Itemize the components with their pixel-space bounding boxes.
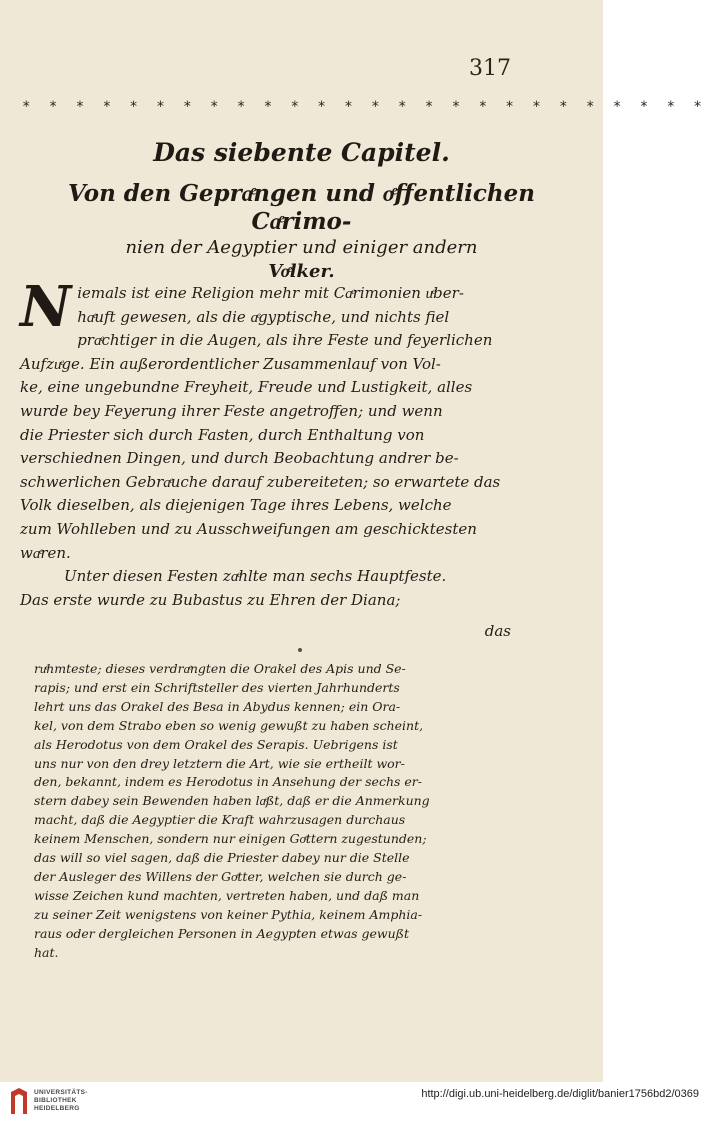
page-number: 317: [469, 56, 511, 81]
text-line: zum Wohlleben und zu Ausschweifungen am geschicktesten: [20, 519, 477, 538]
text-line: schwerlichen Gebraͤuche darauf zubereiteten; so erwartete das: [20, 472, 501, 491]
footnote-line: raus oder dergleichen Personen in Aegypten etwas gewußt: [34, 925, 410, 941]
text-line: Unter diesen Festen zaͤhlte man sechs Hauptfeste.: [64, 567, 447, 586]
text-line: wurde bey Feyerung ihrer Feste angetroffen; und wenn: [20, 401, 443, 420]
footnote-line: rapis; und erst ein Schriftsteller des vierten Jahrhunderts: [34, 679, 400, 695]
chapter-title: Das siebente Capitel.: [153, 138, 450, 167]
footnote-line: lehrt uns das Orakel des Besa in Abydus kennen; ein Ora-: [34, 698, 401, 714]
subtitle-line: nien der Aegyptier und einiger andern: [125, 237, 478, 258]
library-logo-icon: [8, 1086, 30, 1116]
text-line: waͤren.: [20, 543, 71, 562]
footnote-line: den, bekannt, indem es Herodotus in Ansehung der sechs er-: [34, 774, 422, 790]
subtitle-line: Von den Gepraͤngen und oͤffentlichen Caͤrimo-: [68, 180, 535, 235]
library-name-line: HEIDELBERG: [34, 1105, 80, 1112]
drop-capital: N: [20, 274, 72, 340]
source-url-link[interactable]: http://digi.ub.uni-heidelberg.de/diglit/banier1756bd2/0369: [421, 1088, 699, 1100]
library-name: [34, 1089, 88, 1113]
text-line: die Priester sich durch Fasten, durch Enthaltung von: [20, 425, 425, 444]
text-line: iemals ist eine Religion mehr mit Caͤrimonien uͤber-: [77, 284, 464, 302]
footnote-mark: [298, 648, 302, 652]
chapter-subtitle: [18, 180, 585, 284]
catchword: das: [484, 622, 511, 640]
footnote-line: das will so viel sagen, daß die Priester dabey nur die Stelle: [34, 850, 410, 866]
text-line: praͤchtiger in die Augen, als ihre Feste und feyerlichen: [77, 331, 493, 350]
text-line: Aufzuͤge. Ein außerordentlicher Zusammenlauf von Vol-: [20, 354, 441, 373]
footnote-line: stern dabey sein Bewenden haben laͤßt, daß er die Anmerkung: [34, 793, 430, 809]
footnote-line: der Ausleger des Willens der Goͤtter, welchen sie durch ge-: [34, 868, 407, 884]
library-name-line: UNIVERSITÄTS-: [34, 1089, 88, 1096]
text-line: Volk dieselben, als diejenigen Tage ihres Lebens, welche: [20, 496, 452, 515]
text-line: verschiednen Dingen, und durch Beobachtung andrer be-: [20, 449, 459, 468]
footnote-line: kel, von dem Strabo eben so wenig gewußt zu haben scheint,: [34, 717, 424, 733]
footnote-line: macht, daß die Aegyptier die Kraft wahrzusagen durchaus: [34, 812, 406, 828]
subtitle-line: Voͤlker.: [268, 261, 335, 282]
footnote-line: hat.: [34, 944, 59, 960]
library-name-line: BIBLIOTHEK: [34, 1097, 77, 1104]
text-line: Das erste wurde zu Bubastus zu Ehren der Diana;: [20, 590, 401, 609]
footnote-line: uns nur von den drey letztern die Art, wie sie ertheilt wor-: [34, 755, 405, 771]
footnote-line: als Herodotus von dem Orakel des Serapis. Uebrigens ist: [34, 736, 398, 752]
ornament-star-row: * * * * * * * * * * * * * * * * * * * * * * * * * *: [22, 99, 707, 115]
footnote: [34, 660, 510, 963]
footnote-line: keinem Menschen, sondern nur einigen Goͤttern zugestunden;: [34, 831, 427, 847]
text-line: haͤuft gewesen, als die aͤgyptische, und nichts fiel: [77, 307, 450, 326]
footnote-line: zu seiner Zeit wenigstens von keiner Pythia, keinem Amphia-: [34, 906, 423, 922]
main-text: [20, 274, 510, 612]
footnote-line: wisse Zeichen kund machten, vertreten haben, und daß man: [34, 887, 420, 903]
footnote-line: ruͤhmteste; dieses verdraͤngten die Orakel des Apis und Se-: [34, 661, 406, 676]
text-line: ke, eine ungebundne Freyheit, Freude und Lustigkeit, alles: [20, 378, 473, 397]
